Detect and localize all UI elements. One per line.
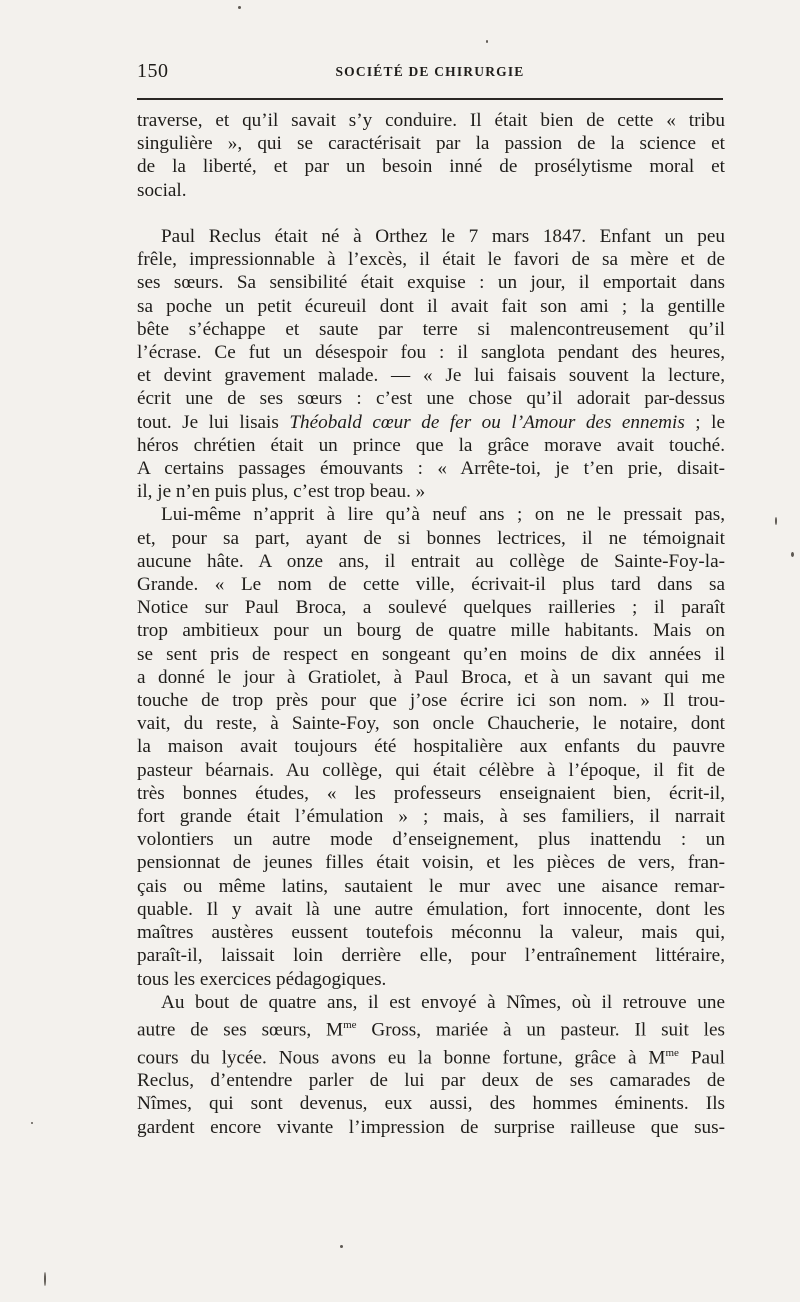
text-line: A certains passages émouvants : « Arrête-toi, je t’en prie, disait- (137, 458, 725, 480)
text-line: très bonnes études, « les professeurs enseignaient bien, écrit-il, (137, 782, 725, 804)
text-line: de la liberté, et par un besoin inné de prosélytisme moral et (137, 156, 725, 178)
text-line: gardent encore vivante l’impression de surprise railleuse que sus- (137, 1116, 725, 1138)
text-line: volontiers un autre mode d’enseignement, plus inattendu : un (137, 829, 725, 851)
text-line: tout. Je lui lisais Théobald cœur de fer ou l’Amour des ennemis ; le (137, 411, 725, 433)
text-line: Grande. « Le nom de cette ville, écrivait-il plus tard dans sa (137, 574, 725, 596)
text-line: paraît-il, laissait loin derrière elle, pour l’entraînement littéraire, (137, 945, 725, 967)
text-line: il, je n’en puis plus, c’est trop beau. » (137, 481, 426, 503)
paragraph (137, 991, 725, 1139)
header-rule (137, 98, 723, 100)
text-line: Paul Reclus était né à Orthez le 7 mars 1847. Enfant un peu (161, 226, 725, 247)
text-line: touche de trop près pour que j’ose écrire ici son nom. » Il trou- (137, 690, 725, 712)
text-line: Reclus, d’entendre parler de lui par deux de ses camarades de (137, 1070, 725, 1092)
paragraph (137, 109, 725, 202)
text-line: singulière », qui se caractérisait par la passion de la science et (137, 133, 725, 155)
text-line: la maison avait toujours été hospitalière aux enfants du pauvre (137, 736, 725, 758)
scan-speck (340, 1245, 343, 1248)
text-line: a donné le jour à Gratiolet, à Paul Broca, et à un savant qui me (137, 666, 725, 688)
text-line: Notice sur Paul Broca, a soulevé quelques railleries ; il paraît (137, 597, 725, 619)
running-head: SOCIÉTÉ DE CHIRURGIE (335, 64, 525, 79)
scan-speck (486, 40, 488, 43)
text-line: fort grande était l’émulation » ; mais, à ses familiers, il narrait (137, 806, 725, 828)
paragraph-gap (137, 202, 725, 225)
text-line: héros chrétien était un prince que la grâce morave avait touché. (137, 434, 725, 456)
paragraph (137, 225, 725, 503)
text-line: aucune hâte. A onze ans, il entrait au collège de Sainte-Foy-la- (137, 550, 725, 572)
text-line: écrit une de ses sœurs : c’est une chose qu’il adorait par-dessus (137, 388, 725, 410)
scan-speck (238, 6, 241, 9)
page-number: 150 (137, 60, 169, 82)
text-line: pensionnat de jeunes filles était voisin, et les pièces de vers, fran- (137, 852, 725, 874)
scan-speck (775, 517, 777, 525)
text-line: quable. Il y avait là une autre émulation, fort innocente, dont les (137, 898, 725, 920)
text-line: trop ambitieux pour un bourg de quatre mille habitants. Mais on (137, 620, 725, 642)
text-line: Au bout de quatre ans, il est envoyé à Nîmes, où il retrouve une (161, 991, 725, 1013)
text-line: frêle, impressionnable à l’excès, il était le favori de sa mère et de (137, 249, 725, 271)
text-line: Lui-même n’apprit à lire qu’à neuf ans ; on ne le pressait pas, (161, 504, 725, 526)
text-line: l’écrase. Ce fut un désespoir fou : il sanglota pendant des heures, (137, 342, 725, 364)
scan-speck (44, 1272, 46, 1286)
text-line: sa poche un petit écureuil dont il avait fait son ami ; la gentille (137, 295, 725, 317)
text-line: cours du lycée. Nous avons eu la bonne fortune, grâce à $M^{me}$ Paul (137, 1046, 725, 1068)
text-line: pasteur béarnais. Au collège, qui était célèbre à l’époque, il fit de (137, 759, 725, 781)
text-line: tous les exercices pédagogiques. (137, 968, 387, 990)
page-header (137, 58, 723, 88)
text-line: çais ou même latins, sautaient le mur avec une aisance remar- (137, 875, 725, 897)
scan-speck (791, 552, 794, 557)
text-line: se sent pris de respect en songeant qu’en moins de dix années il (137, 643, 725, 665)
text-line: social. (137, 179, 187, 201)
body-text (137, 109, 725, 1139)
text-line: autre de ses sœurs, $M^{me}$ Gross, mariée à un pasteur. Il suit les (137, 1018, 726, 1041)
text-line: bête s’échappe et saute par terre si malencontreusement qu’il (137, 318, 725, 340)
text-line: et devint gravement malade. — « Je lui faisais souvent la lecture, (137, 365, 725, 387)
paragraph (137, 503, 725, 990)
text-line: vait, du reste, à Sainte-Foy, son oncle Chaucherie, le notaire, dont (137, 713, 725, 735)
text-line: maîtres austères eussent toutefois méconnu la valeur, mais qui, (137, 922, 725, 944)
scan-speck (31, 1122, 33, 1124)
text-line: traverse, et qu’il savait s’y conduire. Il était bien de cette « tribu (137, 110, 725, 131)
text-line: Nîmes, qui sont devenus, eux aussi, des hommes éminents. Ils (137, 1093, 725, 1115)
book-title: Théobald cœur de fer ou l’Amour des ennemis (289, 411, 685, 433)
text-line: et, pour sa part, ayant de si bonnes lectrices, il ne témoignait (137, 527, 725, 549)
text-line: ses sœurs. Sa sensibilité était exquise : un jour, il emportait dans (137, 272, 725, 294)
